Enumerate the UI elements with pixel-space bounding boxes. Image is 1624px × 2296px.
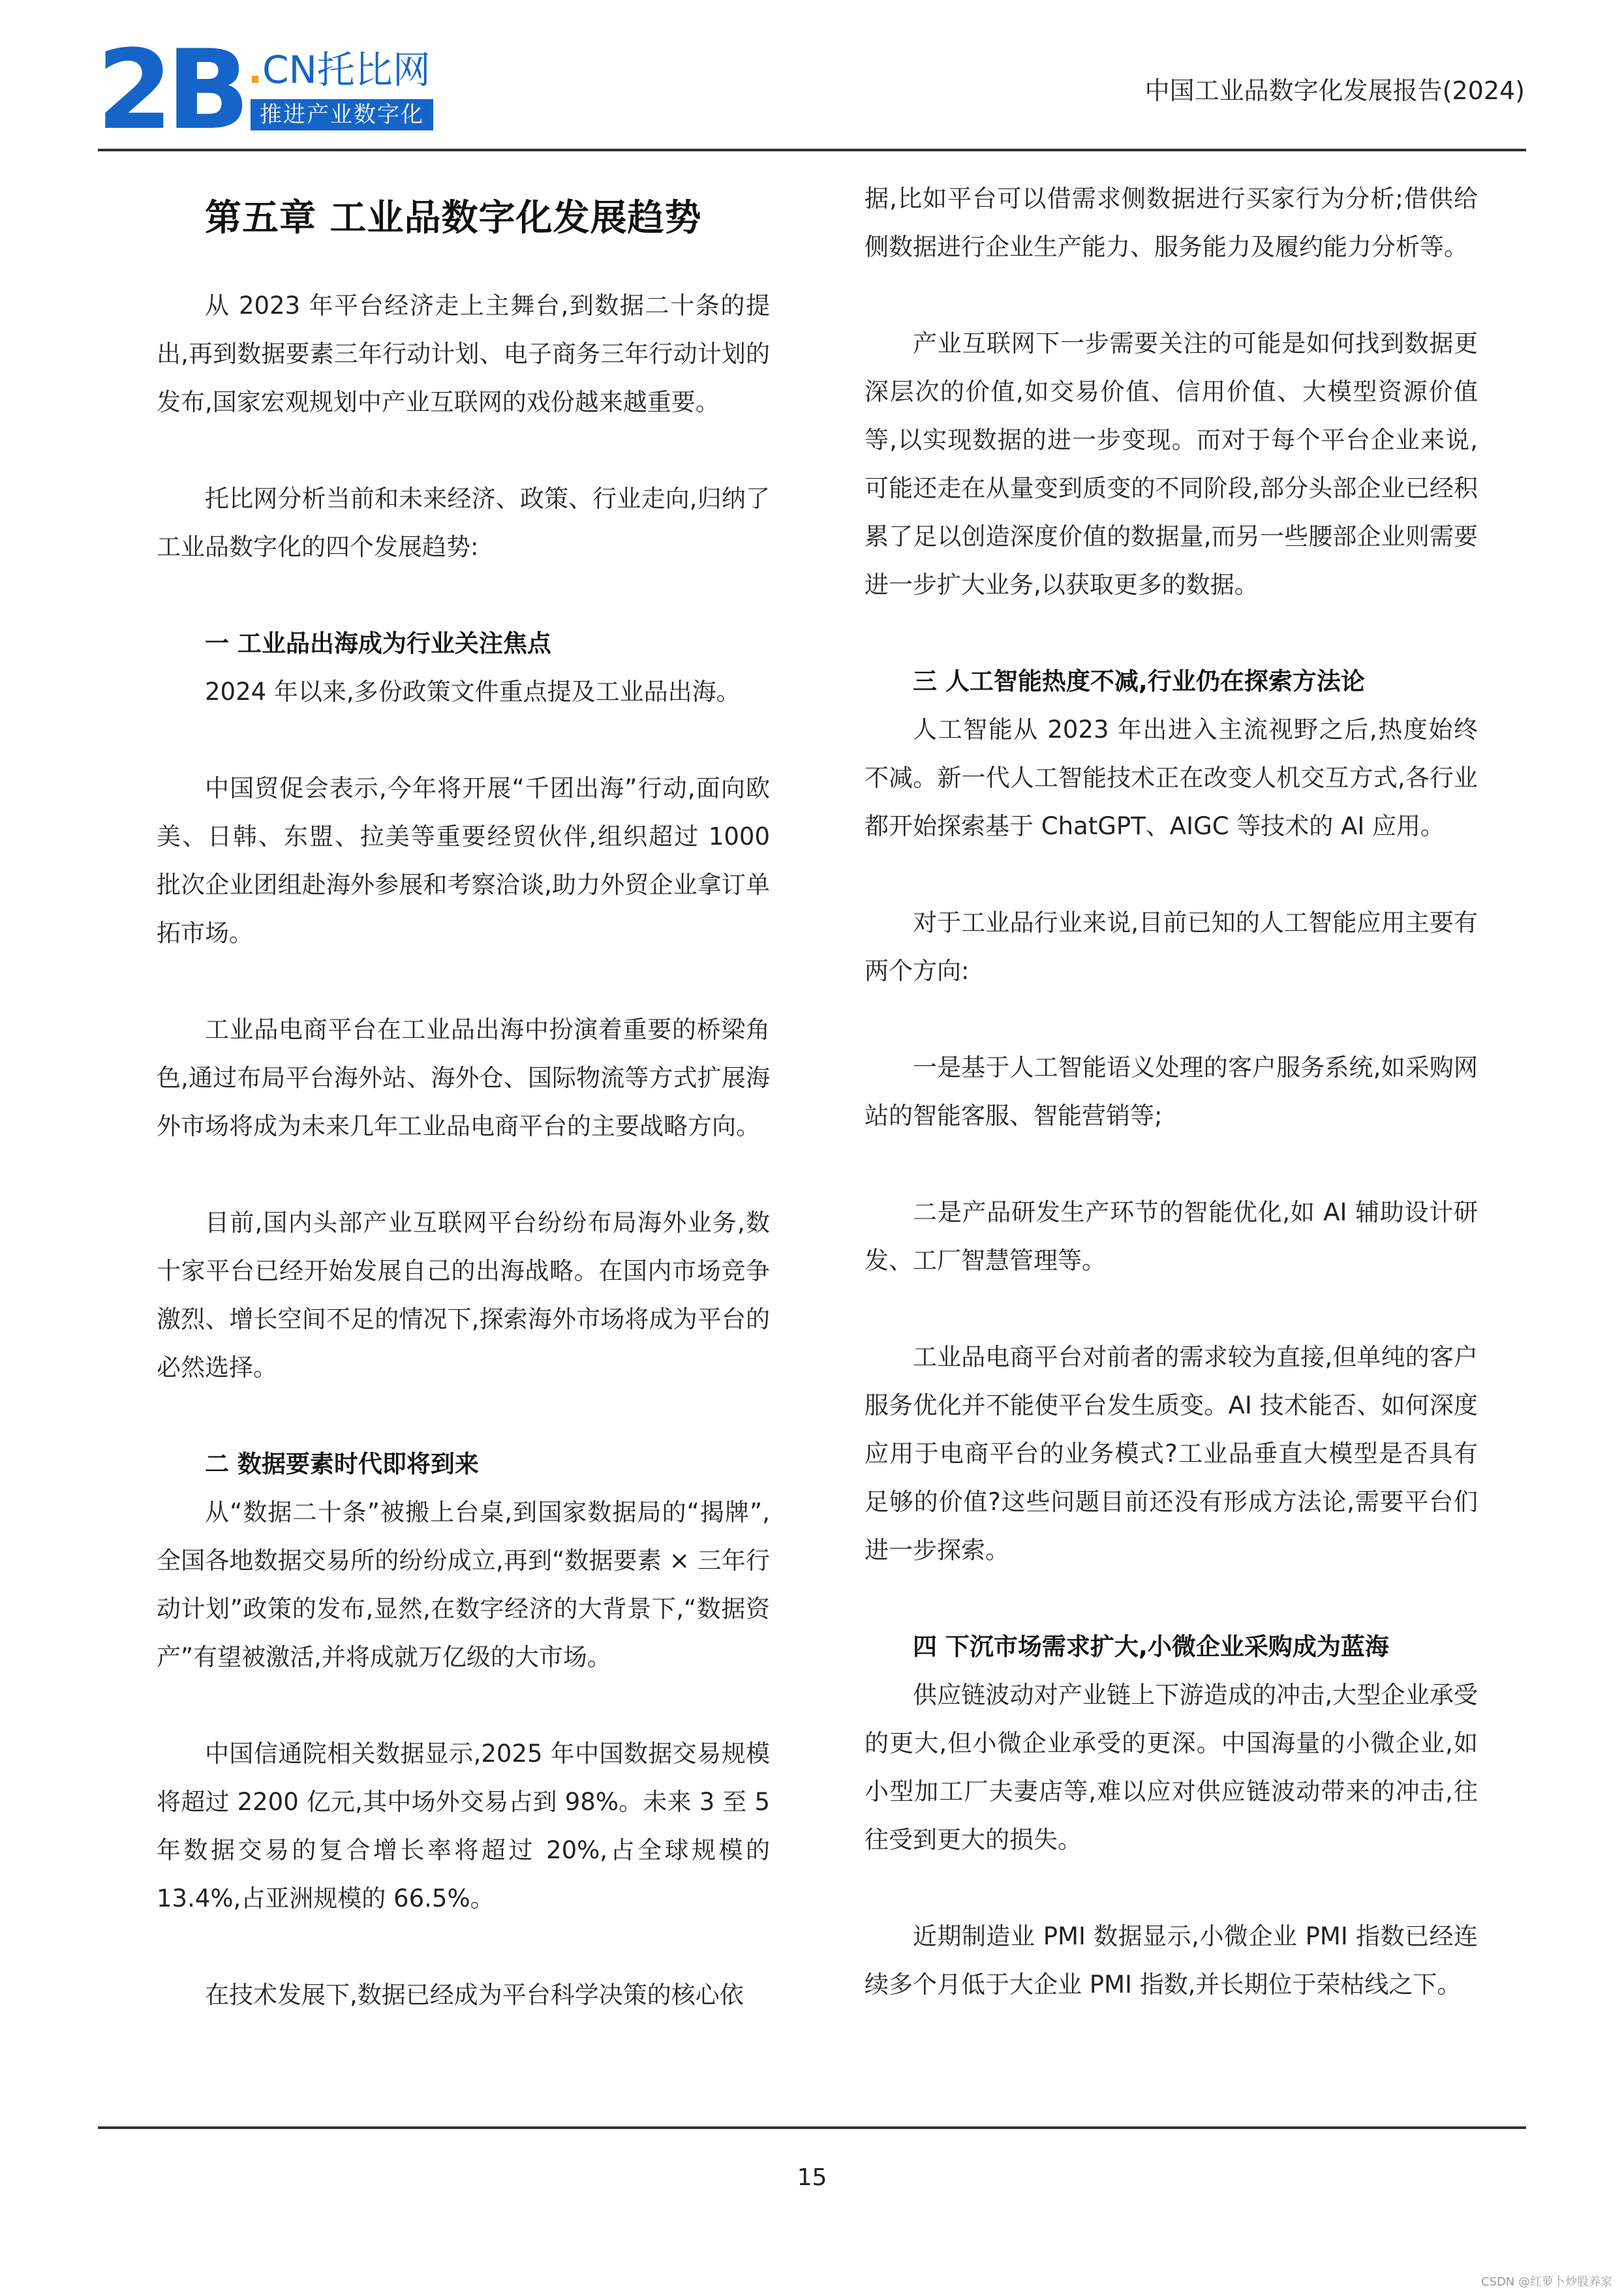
- left-column: [157, 175, 770, 2019]
- section-heading: 二 数据要素时代即将到来: [205, 1450, 479, 1478]
- paragraph: 对于工业品行业来说,目前已知的人工智能应用主要有两个方向:: [865, 909, 1478, 985]
- paragraph: 2024 年以来,多份政策文件重点提及工业品出海。: [205, 678, 741, 706]
- paragraph: 一是基于人工智能语义处理的客户服务系统,如采购网站的智能客服、智能营销等;: [865, 1053, 1478, 1130]
- right-column: [865, 175, 1478, 2009]
- chapter-title: 第五章 工业品数字化发展趋势: [205, 197, 702, 239]
- logo: [97, 26, 462, 154]
- paragraph: 从“数据二十条”被搬上台桌,到国家数据局的“揭牌”,全国各地数据交易所的纷纷成立,再到“数据要素 × 三年行动计划”政策的发布,显然,在数字经济的大背景下,“数据资产”有望被激活,并将成就万亿级的大市场。: [157, 1498, 770, 1671]
- page-number: 15: [797, 2164, 827, 2191]
- logo-2b: 2B: [97, 26, 243, 154]
- logo-tagline: 推进产业数字化: [251, 99, 433, 130]
- paragraph: 产业互联网下一步需要关注的可能是如何找到数据更深层次的价值,如交易价值、信用价值、大模型资源价值等,以实现数据的进一步变现。而对于每个平台企业来说,可能还走在从量变到质变的不同阶段,部分头部企业已经积累了足以创造深度价值的数据量,而另一些腰部企业则需要进一步扩大业务,以获取更多的数据。: [865, 329, 1478, 599]
- paragraph-continued: 据,比如平台可以借需求侧数据进行买家行为分析;借供给侧数据进行企业生产能力、服务能力及履约能力分析等。: [865, 185, 1478, 261]
- paragraph: 从 2023 年平台经济走上主舞台,到数据二十条的提出,再到数据要素三年行动计划、电子商务三年行动计划的发布,国家宏观规划中产业互联网的戏份越来越重要。: [157, 292, 770, 416]
- paragraph: 托比网分析当前和未来经济、政策、行业走向,归纳了工业品数字化的四个发展趋势:: [157, 485, 770, 561]
- section-heading: 一 工业品出海成为行业关注焦点: [205, 629, 551, 657]
- paragraph: 中国贸促会表示,今年将开展“千团出海”行动,面向欧美、日韩、东盟、拉美等重要经贸伙伴,组织超过 1000 批次企业团组赴海外参展和考察洽谈,助力外贸企业拿订单拓市场。: [157, 774, 770, 947]
- report-title: 中国工业品数字化发展报告(2024): [1144, 76, 1525, 105]
- section-heading: 三 人工智能热度不减,行业仍在探索方法论: [913, 667, 1365, 695]
- footer-divider: [98, 2126, 1526, 2129]
- paragraph: 供应链波动对产业链上下游造成的冲击,大型企业承受的更大,但小微企业承受的更深。中国海量的小微企业,如小型加工厂夫妻店等,难以应对供应链波动带来的冲击,往往受到更大的损失。: [865, 1681, 1478, 1854]
- section-heading: 四 下沉市场需求扩大,小微企业采购成为蓝海: [913, 1633, 1389, 1661]
- watermark: CSDN @红萝卜炒股养家: [1480, 2275, 1612, 2289]
- paragraph: 近期制造业 PMI 数据显示,小微企业 PMI 指数已经连续多个月低于大企业 PMI 指数,并长期位于荣枯线之下。: [865, 1922, 1478, 1999]
- paragraph: 中国信通院相关数据显示,2025 年中国数据交易规模将超过 2200 亿元,其中场外交易占到 98%。未来 3 至 5 年数据交易的复合增长率将超过 20%,占全球规模的 13.4%,占亚洲规模的 66.5%。: [157, 1740, 770, 1912]
- header-divider: [98, 149, 1526, 151]
- paragraph: 二是产品研发生产环节的智能优化,如 AI 辅助设计研发、工厂智慧管理等。: [865, 1198, 1478, 1275]
- paragraph: 工业品电商平台在工业品出海中扮演着重要的桥梁角色,通过布局平台海外站、海外仓、国际物流等方式扩展海外市场将成为未来几年工业品电商平台的主要战略方向。: [157, 1016, 770, 1140]
- paragraph: 人工智能从 2023 年出进入主流视野之后,热度始终不减。新一代人工智能技术正在改变人机交互方式,各行业都开始探索基于 ChatGPT、AIGC 等技术的 AI 应用。: [865, 716, 1478, 840]
- paragraph: 在技术发展下,数据已经成为平台科学决策的核心依: [205, 1981, 744, 2009]
- paragraph: 目前,国内头部产业互联网平台纷纷布局海外业务,数十家平台已经开始发展自己的出海战略。在国内市场竞争激烈、增长空间不足的情况下,探索海外市场将成为平台的必然选择。: [157, 1209, 770, 1382]
- paragraph: 工业品电商平台对前者的需求较为直接,但单纯的客户服务优化并不能使平台发生质变。AI 技术能否、如何深度应用于电商平台的业务模式?工业品垂直大模型是否具有足够的价值?这些问题目前还没有形成方法论,需要平台们进一步探索。: [865, 1343, 1478, 1564]
- logo-cn: .CN托比网: [248, 48, 431, 92]
